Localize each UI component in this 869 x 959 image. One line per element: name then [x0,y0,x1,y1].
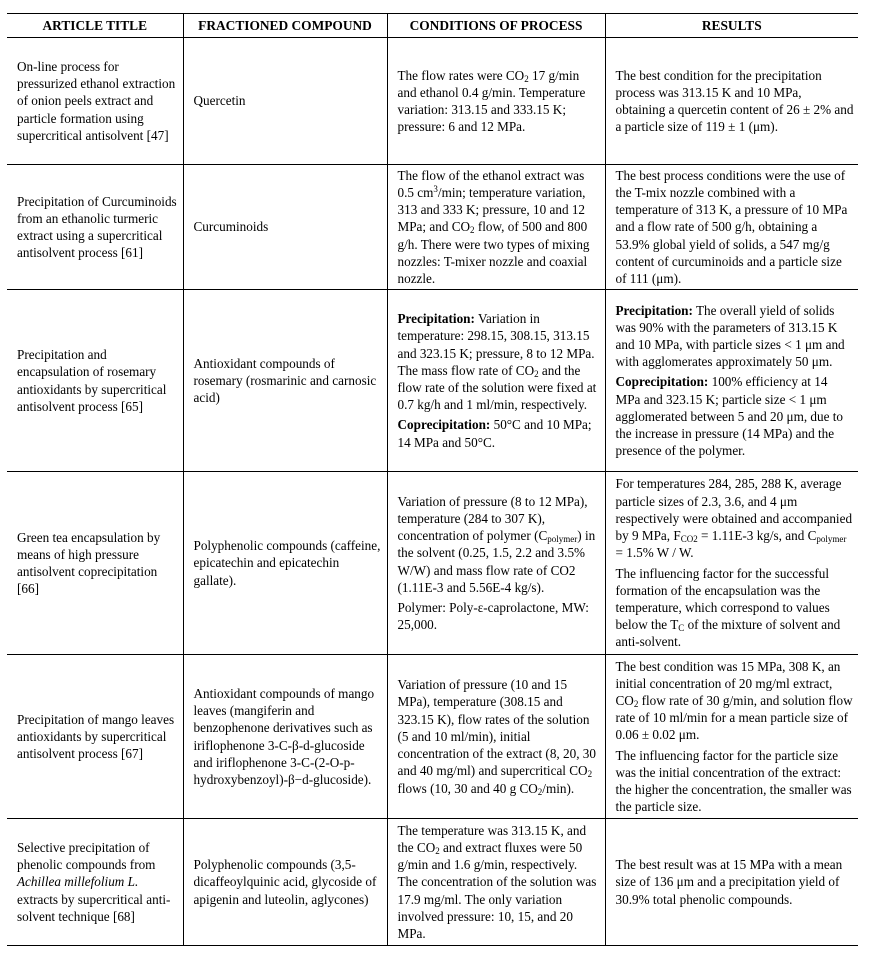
subscript: 2 [470,225,475,236]
text: The temperature was 313.15 K, and the CO [397,822,587,855]
paragraph-precipitation [616,302,855,371]
paragraph [616,565,855,651]
cell-fractioned-compound: Curcuminoids [183,165,387,290]
species-name: Achillea millefolium L. [17,874,139,890]
cell-results: The best result was at 15 MPa with a mean size of 136 μm and a precipitation yield of 30.9% total phenolic compounds. [605,819,858,946]
text: = 1.5% W / W. [615,545,694,561]
subscript: polymer [547,534,578,545]
text: and the flow rate of the solution were fixed at 0.7 kg/h and 1 ml/min, respectively. [397,362,597,413]
text: The flow of the ethanol extract was 0.5 cm [397,167,585,200]
cell-conditions [387,38,605,165]
text: Variation of pressure (10 and 15 MPa), temperature (308.15 and 323.15 K), flow rates of the solution (5 and 10 ml/min), initial concentration of the extract (8, 20, 30 and 40 mg/ml) and supercritical CO [397,677,596,779]
text: /min; temperature variation, 313 and 333 K; pressure, 10 and 12 MPa; and CO [397,184,586,235]
subscript: 2 [633,698,639,709]
table-row [7,655,858,819]
subscript: C [678,623,685,634]
text: The flow rates were CO [397,67,525,83]
text: 17 g/min and ethanol 0.4 g/min. Temperature variation: 313.15 and 333.15 K; pressure: 6 and 12 MPa. [397,67,586,135]
cell-article-title: On-line process for pressurized ethanol extraction of onion peels extract and particle formation using supercritical antisolvent [47] [7,38,183,165]
text: of the mixture of solvent and anti-solvent. [615,617,841,650]
cell-fractioned-compound: Antioxidant compounds of rosemary (rosmarinic and carnosic acid) [183,290,387,472]
text: Variation in temperature: 298.15, 308.15, 313.15 and 323.15 K; pressure, 8 to 12 MPa. The mass flow rate of CO [397,311,595,378]
text: Selective precipitation of phenolic compounds from [17,839,156,873]
text: The overall yield of solids was 90% with the parameters of 313.15 K and 10 MPa, with particle sizes < 1 μm and with agglomerates approximately 50 μm. [615,302,845,370]
text: For temperatures 284, 285, 288 K, average particle sizes of 2.3, 3.6, and 4 μm respectively were obtained and accompanied by 9 MPa, F [615,476,853,544]
cell-conditions [387,165,605,290]
paragraph-precipitation [398,310,601,413]
label-precipitation: Precipitation: [615,302,693,318]
subscript: 2 [587,769,593,780]
text: Variation of pressure (8 to 12 MPa), temperature (284 to 307 K), concentration of polymer (C [397,493,588,544]
cell-article-title: Green tea encapsulation by means of high pressure antisolvent coprecipitation [66] [7,472,183,655]
paragraph-polymer: Polymer: Poly-ε-caprolactone, MW: 25,000. [397,599,589,633]
label-precipitation: Precipitation: [397,311,475,327]
table-row [7,290,858,472]
table-row [7,819,858,946]
paragraph-coprecipitation [616,373,855,459]
text: ) in the solvent (0.25, 1.5, 2.2 and 3.5% W/W) and mass flow rate of CO2 (1.11E-3 and 5.56E-4 kg/s). [397,528,596,595]
paragraph [616,658,855,744]
cell-fractioned-compound: Quercetin [183,38,387,165]
header-article-title: ARTICLE TITLE [7,14,183,38]
cell-article-title [7,819,183,946]
cell-article-title: Precipitation of Curcuminoids from an ethanolic turmeric extract using a supercritical antisolvent process [61] [7,165,183,290]
paragraph [398,493,601,596]
subscript: 2 [435,845,440,856]
table-row [7,165,858,290]
text: and extract fluxes were 50 g/min and 1.6 g/min, respectively. The concentration of the solution was 17.9 mg/ml. The only variation involved pressure: 10, 15, and 20 MPa. [397,839,597,941]
table-row [7,472,858,655]
cell-results [605,655,858,819]
label-coprecipitation: Coprecipitation: [615,374,709,390]
cell-conditions [387,472,605,655]
cell-conditions [387,819,605,946]
text: flows (10, 30 and 40 g CO [397,780,538,796]
header-fractioned-compound: FRACTIONED COMPOUND [183,14,387,38]
cell-results: The best process conditions were the use of the T-mix nozzle combined with a temperature of 313 K, a pressure of 10 MPa and a flow rate of 500 g/h, obtaining a 53.9% global yield of solids, a 547 mg/g content of curcuminoids and a particle size of 111 (μm). [605,165,858,290]
header-results: RESULTS [605,14,858,38]
subscript: polymer [816,534,847,545]
text: The best condition was 15 MPa, 308 K, an initial concentration of 20 mg/ml extract, CO [615,658,841,708]
text: = 1.11E-3 kg/s, and C [697,528,817,544]
subscript: CO2 [680,534,698,545]
cell-fractioned-compound: Polyphenolic compounds (caffeine, epicatechin and epicatechin gallate). [183,472,387,655]
cell-results [605,290,858,472]
text: /min). [542,780,575,796]
text: extracts by supercritical anti-solvent technique [68] [17,891,171,924]
text: flow rate of 30 g/min, and solution flow rate of 10 ml/min for a mean particle size of 0.06 ± 0.02 μm. [615,692,853,743]
cell-conditions [387,290,605,472]
subscript: 2 [537,786,543,797]
text: flow, of 500 and 800 g/h. There were two types of mixing nozzles: T-mixer nozzle and coaxial nozzle. [397,219,590,286]
cell-results: The best condition for the precipitation process was 313.15 K and 10 MPa, obtaining a quercetin content of 26 ± 2% and a particle size of 119 ± 1 (μm). [605,38,858,165]
cell-conditions [387,655,605,819]
paragraph [616,475,855,561]
subscript: 2 [534,368,539,379]
cell-article-title: Precipitation and encapsulation of rosemary antioxidants by supercritical antisolvent process [65] [7,290,183,472]
paragraph-coprecipitation [398,416,601,450]
cell-fractioned-compound: Antioxidant compounds of mango leaves (mangiferin and benzophenone derivatives such as iriflophenone 3-C-β-d-glucoside and iriflophenone 3-C-(2-O-p-hydroxybenzoyl)-β−d-glucoside). [183,655,387,819]
label-coprecipitation: Coprecipitation: [397,417,491,433]
superscript: 3 [433,183,438,194]
paragraph: The influencing factor for the particle size was the initial concentration of the extract: the higher the concentration, the smaller was the particle size. [615,747,852,815]
text: The influencing factor for the successful formation of the encapsulation was the temperature, which correspond to values below the T [615,565,830,633]
text: 50°C and 10 MPa; 14 MPa and 50°C. [397,417,592,450]
subscript: 2 [524,73,529,84]
cell-results [605,472,858,655]
text: 100% efficiency at 14 MPa and 323.15 K; particle size < 1 μm agglomerated between 5 and 20 μm, due to the increase in pressure (14 MPa) and the presence of the polymer. [615,374,844,459]
cell-fractioned-compound: Polyphenolic compounds (3,5-dicaffeoylquinic acid, glycoside of apigenin and luteolin, aglycones) [183,819,387,946]
cell-article-title: Precipitation of mango leaves antioxidants by supercritical antisolvent process [67] [7,655,183,819]
header-conditions-of-process: CONDITIONS OF PROCESS [387,14,605,38]
table-header-row [7,14,858,38]
table-row [7,38,858,165]
supercritical-antisolvent-table [7,13,858,946]
